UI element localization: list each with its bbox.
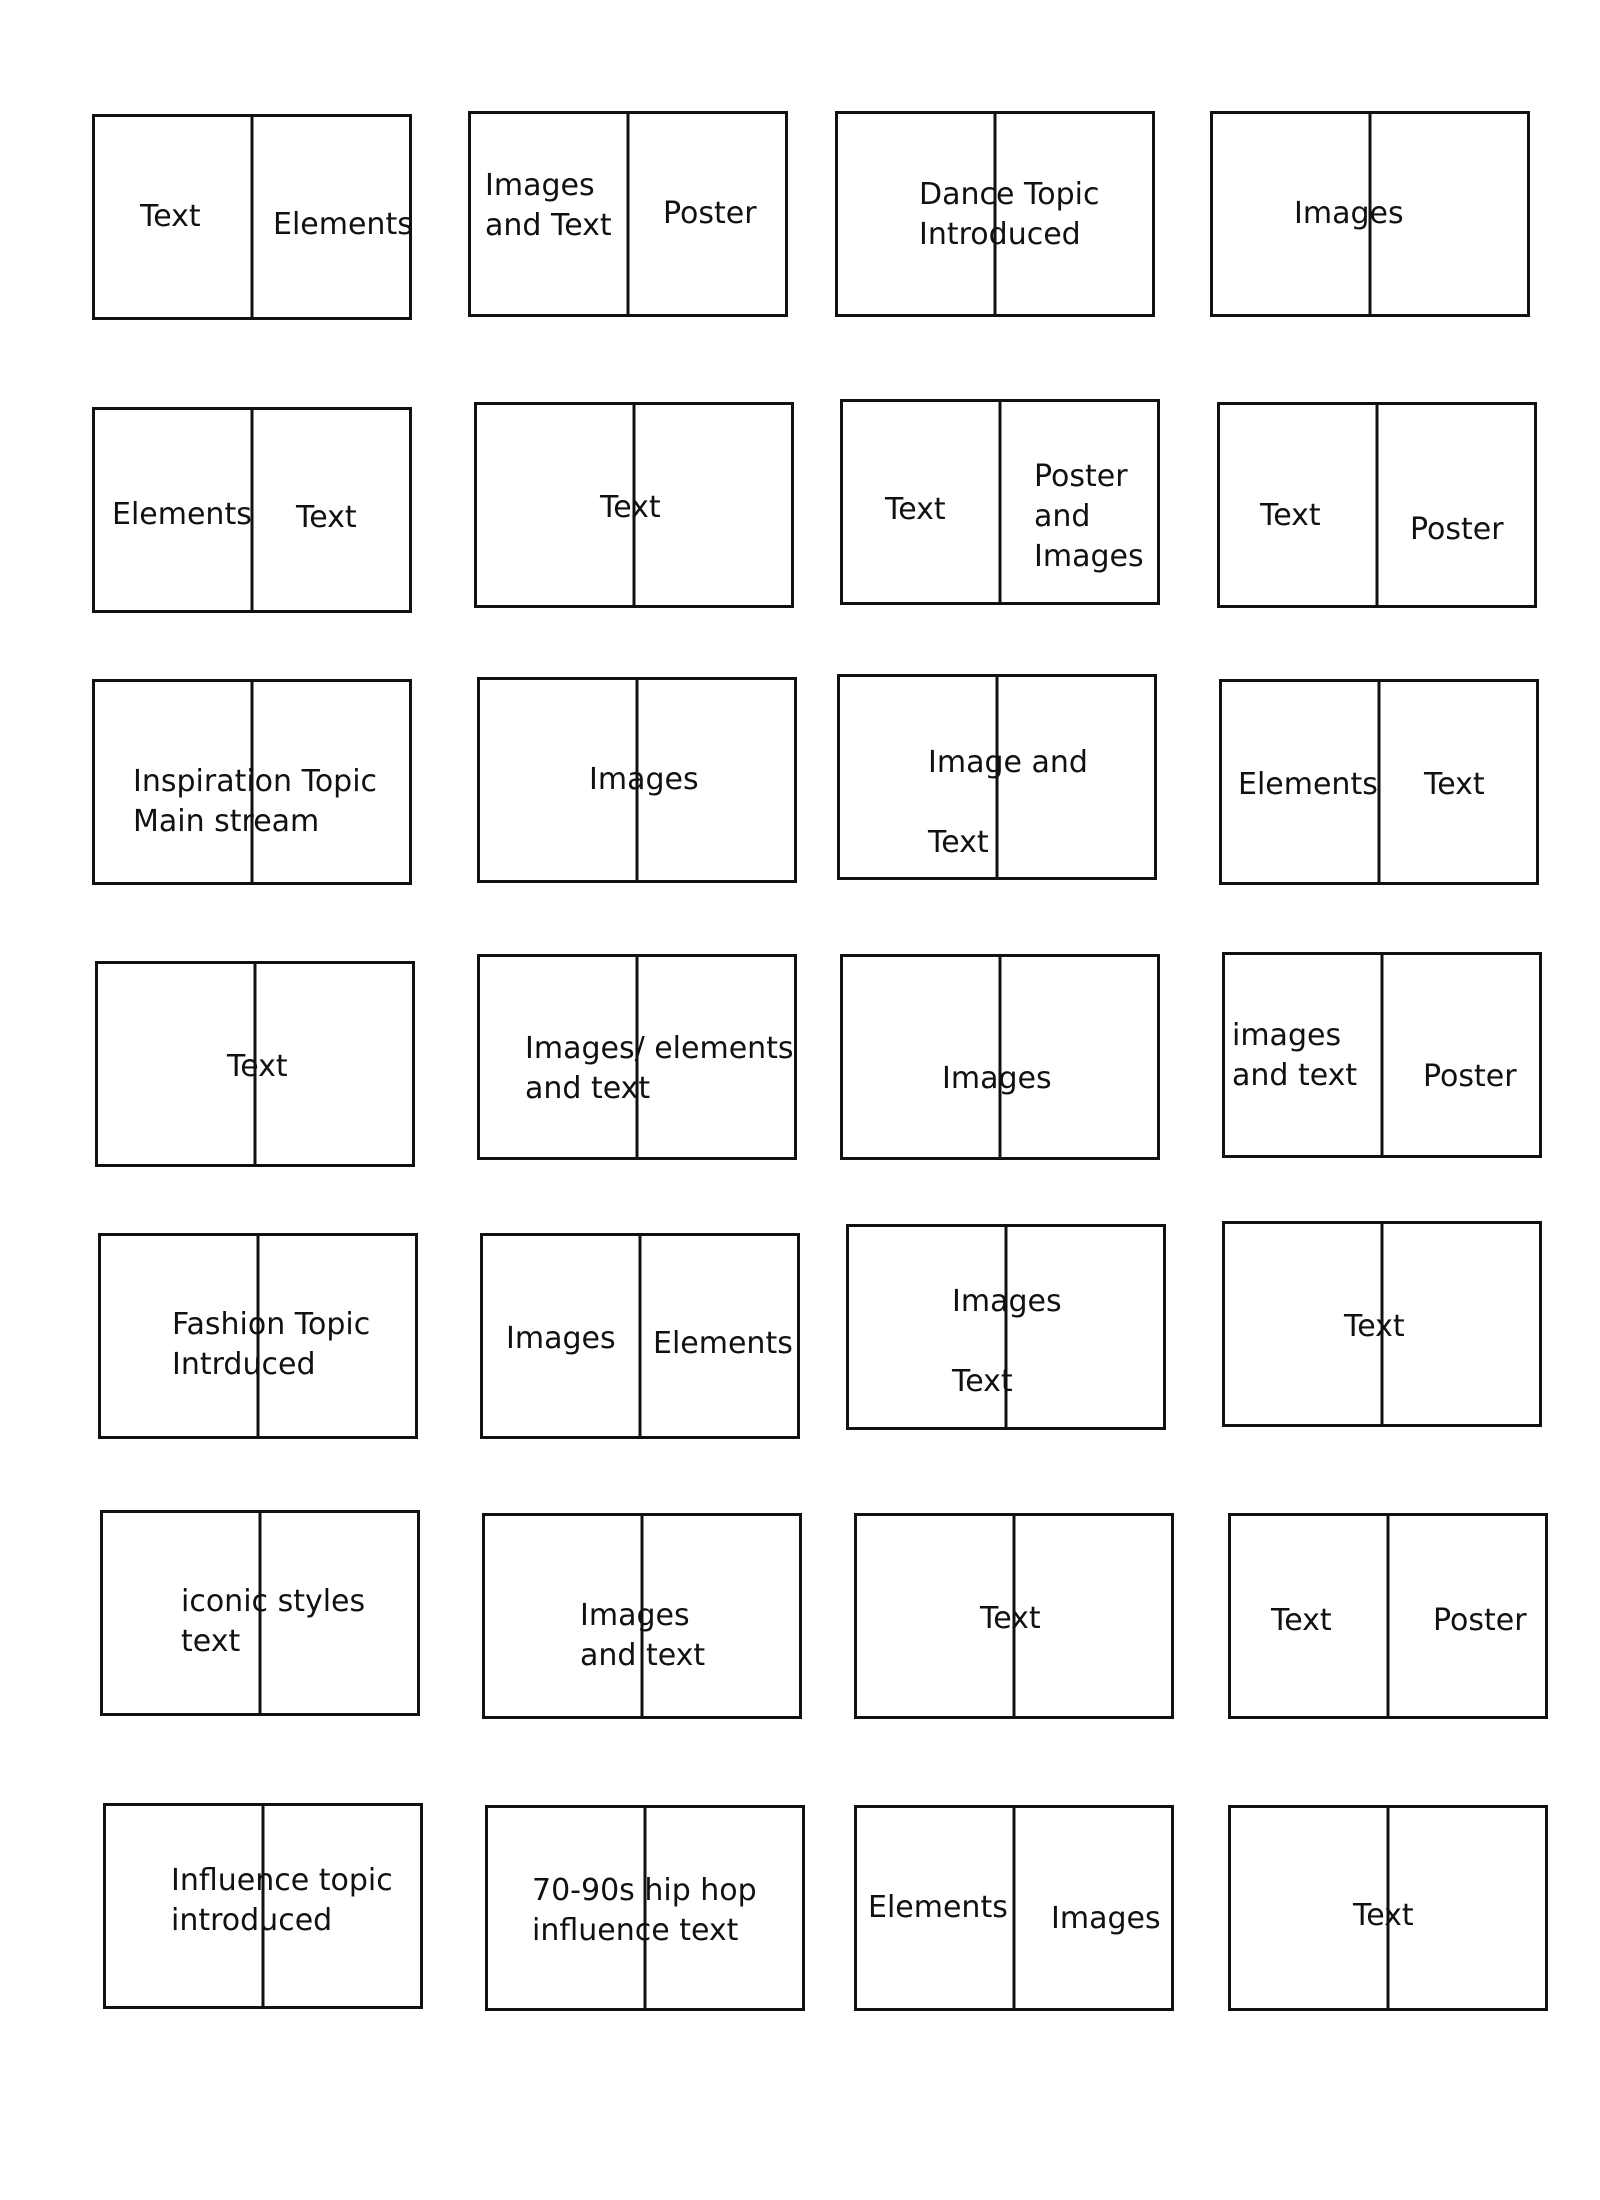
spread-6 [474, 402, 794, 608]
spread-fold-line [251, 117, 254, 317]
label-line: Introduced [919, 217, 1081, 252]
label-line: Text [1260, 498, 1321, 533]
spread-23-label-1 [980, 1599, 1041, 1639]
label-line: and [1034, 499, 1091, 534]
spread-9 [92, 679, 412, 885]
label-line: Image and [928, 745, 1088, 780]
spread-10 [477, 677, 797, 883]
label-line: Text [1344, 1309, 1405, 1344]
label-line: images [1232, 1018, 1342, 1053]
spread-14 [477, 954, 797, 1160]
spread-fold-line [1387, 1516, 1390, 1716]
spread-1 [92, 114, 412, 320]
spread-27 [854, 1805, 1174, 2011]
spread-9-label-1 [133, 762, 377, 842]
spread-18-label-2 [653, 1324, 793, 1364]
label-line: Text [885, 492, 946, 527]
label-line: Influence topic [171, 1863, 393, 1898]
spread-1-label-2 [273, 205, 413, 245]
spread-18-label-1 [506, 1319, 616, 1359]
spread-fold-line [627, 114, 630, 314]
spread-2-label-1 [485, 166, 612, 246]
label-line: Images [485, 168, 595, 203]
label-line: Elements [112, 497, 252, 532]
spread-7-label-2 [1034, 457, 1144, 577]
label-line: Text [952, 1364, 1013, 1399]
spread-15-label-1 [942, 1059, 1052, 1099]
spread-22-label-1 [580, 1596, 705, 1676]
label-line: Images [589, 762, 699, 797]
spread-fold-line [999, 957, 1002, 1157]
spread-24 [1228, 1513, 1548, 1719]
spread-19-label-1 [952, 1282, 1062, 1402]
spread-2-label-2 [663, 194, 757, 234]
spread-12-label-2 [1424, 765, 1485, 805]
label-line: Text [227, 1049, 288, 1084]
label-line: iconic styles [181, 1584, 366, 1619]
label-line: Elements [1238, 767, 1378, 802]
spread-8-label-2 [1410, 510, 1504, 550]
label-line: Poster [663, 196, 757, 231]
spread-20 [1222, 1221, 1542, 1427]
spread-16-label-2 [1423, 1057, 1517, 1097]
spread-28 [1228, 1805, 1548, 2011]
spread-fold-line [639, 1236, 642, 1436]
spread-1-label-1 [140, 197, 201, 237]
spread-28-label-1 [1353, 1896, 1414, 1936]
label-line: Text [1353, 1898, 1414, 1933]
spread-fold-line [999, 402, 1002, 602]
spread-4 [1210, 111, 1530, 317]
spread-23 [854, 1513, 1174, 1719]
spread-5-label-2 [296, 498, 357, 538]
label-line: Elements [868, 1890, 1008, 1925]
spread-26 [485, 1805, 805, 2011]
spread-8 [1217, 402, 1537, 608]
spread-27-label-1 [868, 1888, 1008, 1928]
label-line: Text [980, 1601, 1041, 1636]
spread-16-label-1 [1232, 1016, 1357, 1096]
label-line: and Text [485, 208, 612, 243]
spread-12-label-1 [1238, 765, 1378, 805]
label-line: Main stream [133, 804, 320, 839]
spread-17 [98, 1233, 418, 1439]
spread-10-label-1 [589, 760, 699, 800]
spread-fold-line [1376, 405, 1379, 605]
spread-3-label-1 [919, 175, 1099, 255]
label-line: Text [600, 490, 661, 525]
spread-6-label-1 [600, 488, 661, 528]
spread-fold-line [1381, 955, 1384, 1155]
spread-13 [95, 961, 415, 1167]
label-line: Inspiration Topic [133, 764, 378, 799]
spread-21-label-1 [181, 1582, 365, 1662]
label-line: Dance Topic [919, 177, 1100, 212]
label-line: Images [506, 1321, 616, 1356]
label-line: Poster [1410, 512, 1504, 547]
label-line: text [181, 1624, 241, 1659]
label-line: Text [928, 825, 989, 860]
spread-19 [846, 1224, 1166, 1430]
spread-15 [840, 954, 1160, 1160]
label-line: Intrduced [172, 1347, 316, 1382]
label-line: influence text [532, 1913, 739, 1948]
label-line: Elements [653, 1326, 793, 1361]
spread-27-label-2 [1051, 1899, 1161, 1939]
label-line: Images [942, 1061, 1052, 1096]
spread-13-label-1 [227, 1047, 288, 1087]
label-line: Poster [1034, 459, 1128, 494]
label-line: Images [1051, 1901, 1161, 1936]
spread-5-label-1 [112, 495, 252, 535]
label-line: Poster [1433, 1603, 1527, 1638]
spread-12 [1219, 679, 1539, 885]
spread-fold-line [1378, 682, 1381, 882]
spread-2 [468, 111, 788, 317]
spread-8-label-1 [1260, 496, 1321, 536]
spread-21 [100, 1510, 420, 1716]
label-line: Text [140, 199, 201, 234]
label-line: 70-90s hip hop [532, 1873, 757, 1908]
spread-24-label-2 [1433, 1601, 1527, 1641]
spread-25 [103, 1803, 423, 2009]
spread-20-label-1 [1344, 1307, 1405, 1347]
label-line: Text [296, 500, 357, 535]
spread-14-label-1 [525, 1029, 794, 1109]
spread-24-label-1 [1271, 1601, 1332, 1641]
spread-16 [1222, 952, 1542, 1158]
spread-3 [835, 111, 1155, 317]
spread-fold-line [1013, 1808, 1016, 2008]
spread-7-label-1 [885, 490, 946, 530]
spread-26-label-1 [532, 1871, 757, 1951]
label-line: Elements [273, 207, 413, 242]
label-line: introduced [171, 1903, 333, 1938]
spread-18 [480, 1233, 800, 1439]
spread-22 [482, 1513, 802, 1719]
label-line: Fashion Topic [172, 1307, 371, 1342]
label-line: and text [1232, 1058, 1358, 1093]
label-line: and text [580, 1638, 706, 1673]
label-line: Poster [1423, 1059, 1517, 1094]
label-line: Images [580, 1598, 690, 1633]
label-line: Text [1424, 767, 1485, 802]
label-line: Images [1294, 196, 1404, 231]
label-line: Images [952, 1284, 1062, 1319]
spread-4-label-1 [1294, 194, 1404, 234]
spread-17-label-1 [172, 1305, 370, 1385]
spread-5 [92, 407, 412, 613]
label-line [952, 1322, 1062, 1362]
spread-7 [840, 399, 1160, 605]
spread-11-label-1 [928, 743, 1088, 863]
label-line: Images [1034, 539, 1144, 574]
label-line: and text [525, 1071, 651, 1106]
spread-11 [837, 674, 1157, 880]
spread-25-label-1 [171, 1861, 393, 1941]
label-line: Text [1271, 1603, 1332, 1638]
label-line [928, 783, 1088, 823]
label-line: Images/ elements [525, 1031, 794, 1066]
